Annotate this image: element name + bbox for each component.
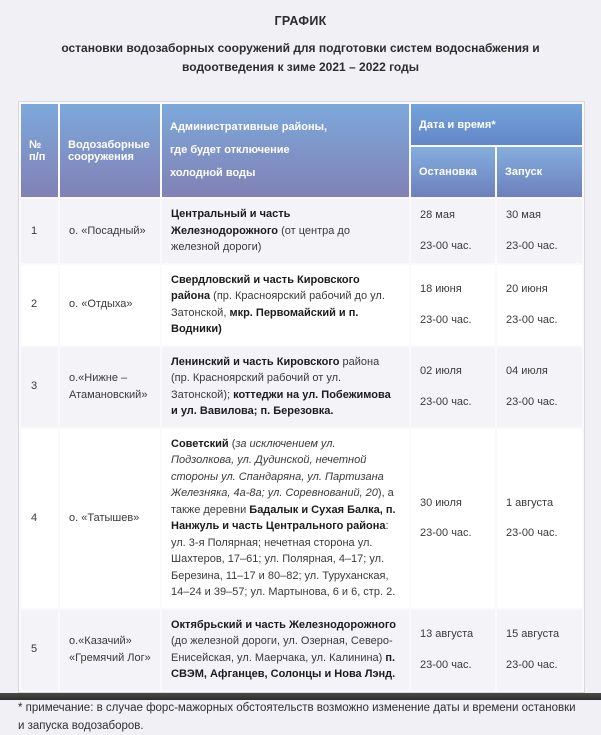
header-row-main (21, 104, 582, 145)
num-cell: 5 (21, 610, 58, 690)
district-text-segment: за исключением ул. Подзолкова, ул. Дудинской, нечетной стороны ул. Спандаряна, ул. Партизана Железняка, 4а-8а; ул. Соревнований, 20 (171, 437, 384, 500)
table-row (21, 199, 582, 263)
col-header-stop: Остановка (411, 147, 495, 197)
start-cell (497, 610, 582, 690)
district-text-segment: (от центра до железной дороги) (171, 224, 350, 254)
district-text-segment: (пр. Красноярский рабочий до ул. Затонской, (171, 290, 385, 319)
col-header-datetime: Дата и время* (411, 104, 582, 145)
district-text-segment: Свердловский и часть Кировского района (171, 273, 360, 303)
page-subtitle: остановки водозаборных сооружений для подготовки систем водоснабжения и водоотведения к зиме 2021 – 2022 годы (61, 41, 540, 74)
district-text-segment: п. СВЭМ, Афганцев, Солонцы и Нова Лэнд. (171, 651, 396, 681)
facility-cell: о.«Нижне – Атамановский» (60, 347, 160, 427)
start-cell (497, 199, 582, 263)
col-header-start: Запуск (497, 147, 582, 197)
start-date: 04 июля (506, 365, 548, 378)
districts-cell (162, 265, 409, 345)
bottom-bar (0, 693, 601, 700)
stop-time: 23-00 час. (420, 395, 472, 408)
col-header-districts-line1: Административные районы, (170, 121, 328, 134)
start-date: 15 августа (506, 628, 560, 641)
start-time: 23-00 час. (506, 395, 558, 408)
facility-cell: о.«Казачий» «Гремячий Лог» (60, 610, 160, 690)
col-header-districts (162, 104, 409, 197)
col-header-districts-line3: холодной воды (170, 167, 256, 180)
table-row (21, 429, 582, 608)
num-cell: 2 (21, 265, 58, 345)
stop-time: 23-00 час. (420, 313, 472, 326)
table-row (21, 347, 582, 427)
stop-cell (411, 265, 495, 345)
table-row (21, 610, 582, 690)
districts-cell (162, 347, 409, 427)
district-text-segment: ), а также деревни (171, 487, 394, 516)
num-cell: 3 (21, 347, 58, 427)
stop-cell (411, 199, 495, 263)
district-text-segment: Советский (171, 437, 229, 450)
district-text-segment: мкр. Первомайский и п. Водники) (171, 306, 359, 336)
district-text-segment: Центральный и часть Железнодорожного (171, 208, 291, 237)
stop-cell (411, 347, 495, 427)
table-row (21, 265, 582, 345)
districts-cell (162, 610, 409, 690)
stop-time: 23-00 час. (420, 527, 472, 540)
district-text-segment: района (пр. Красноярский рабочий от ул. Затонской); (171, 355, 380, 401)
facility-cell: о. «Посадный» (60, 199, 160, 263)
stop-cell (411, 429, 495, 608)
col-header-num: № п/п (21, 104, 58, 197)
stop-date: 13 августа (420, 628, 474, 641)
district-text-segment: коттеджи на ул. Побежимова и ул. Вавилова; п. Березовка. (171, 388, 391, 418)
district-text-segment: ( (228, 437, 236, 450)
district-text-segment: Октябрьский и часть Железнодорожного (171, 618, 397, 631)
start-date: 20 июня (506, 283, 548, 296)
districts-cell (162, 199, 409, 263)
stop-date: 28 мая (420, 209, 455, 222)
col-header-facility: Водозаборные сооружения (60, 104, 160, 197)
start-cell (497, 347, 582, 427)
page-title: ГРАФИК (274, 14, 327, 28)
district-text-segment: : ул. 3-я Полярная; нечетная сторона ул. Шахтеров, 17–61; ул. Полярная, 4–17; ул. Березина, 11–17 и 80–82; ул. Туруханская, 14–24 и 39–57; ул. Мартынова, 6 и 6, стр. 2. (171, 520, 396, 599)
district-text-segment: (до железной дороги, ул. Озерная, Северо-Енисейская, ул. Маерчака, ул. Калинина) (171, 635, 393, 664)
stop-cell (411, 610, 495, 690)
col-header-districts-line2: где будет отключение (170, 144, 290, 157)
start-date: 1 августа (506, 496, 554, 509)
stop-time: 23-00 час. (420, 239, 472, 252)
num-cell: 1 (21, 199, 58, 263)
stop-date: 30 июля (420, 496, 462, 509)
start-cell (497, 429, 582, 608)
start-time: 23-00 час. (506, 313, 558, 326)
stop-time: 23-00 час. (420, 658, 472, 671)
district-text-segment: Бадалык и Сухая Балка, п. Нанжуль и часть Центрального района (171, 503, 396, 533)
footnote: * примечание: в случае форс-мажорных обстоятельств возможно изменение даты и времени остановки и запуска водозаборов. (18, 701, 576, 732)
num-cell: 4 (21, 429, 58, 608)
start-time: 23-00 час. (506, 527, 558, 540)
shutdown-schedule-table (18, 101, 585, 693)
facility-cell: о. «Отдыха» (60, 265, 160, 345)
facility-cell: о. «Татышев» (60, 429, 160, 608)
district-text-segment: Ленинский и часть Кировского (171, 355, 340, 368)
stop-date: 02 июля (420, 365, 462, 378)
stop-date: 18 июня (420, 283, 462, 296)
start-cell (497, 265, 582, 345)
start-time: 23-00 час. (506, 239, 558, 252)
districts-cell (162, 429, 409, 608)
start-date: 30 мая (506, 209, 541, 222)
start-time: 23-00 час. (506, 658, 558, 671)
